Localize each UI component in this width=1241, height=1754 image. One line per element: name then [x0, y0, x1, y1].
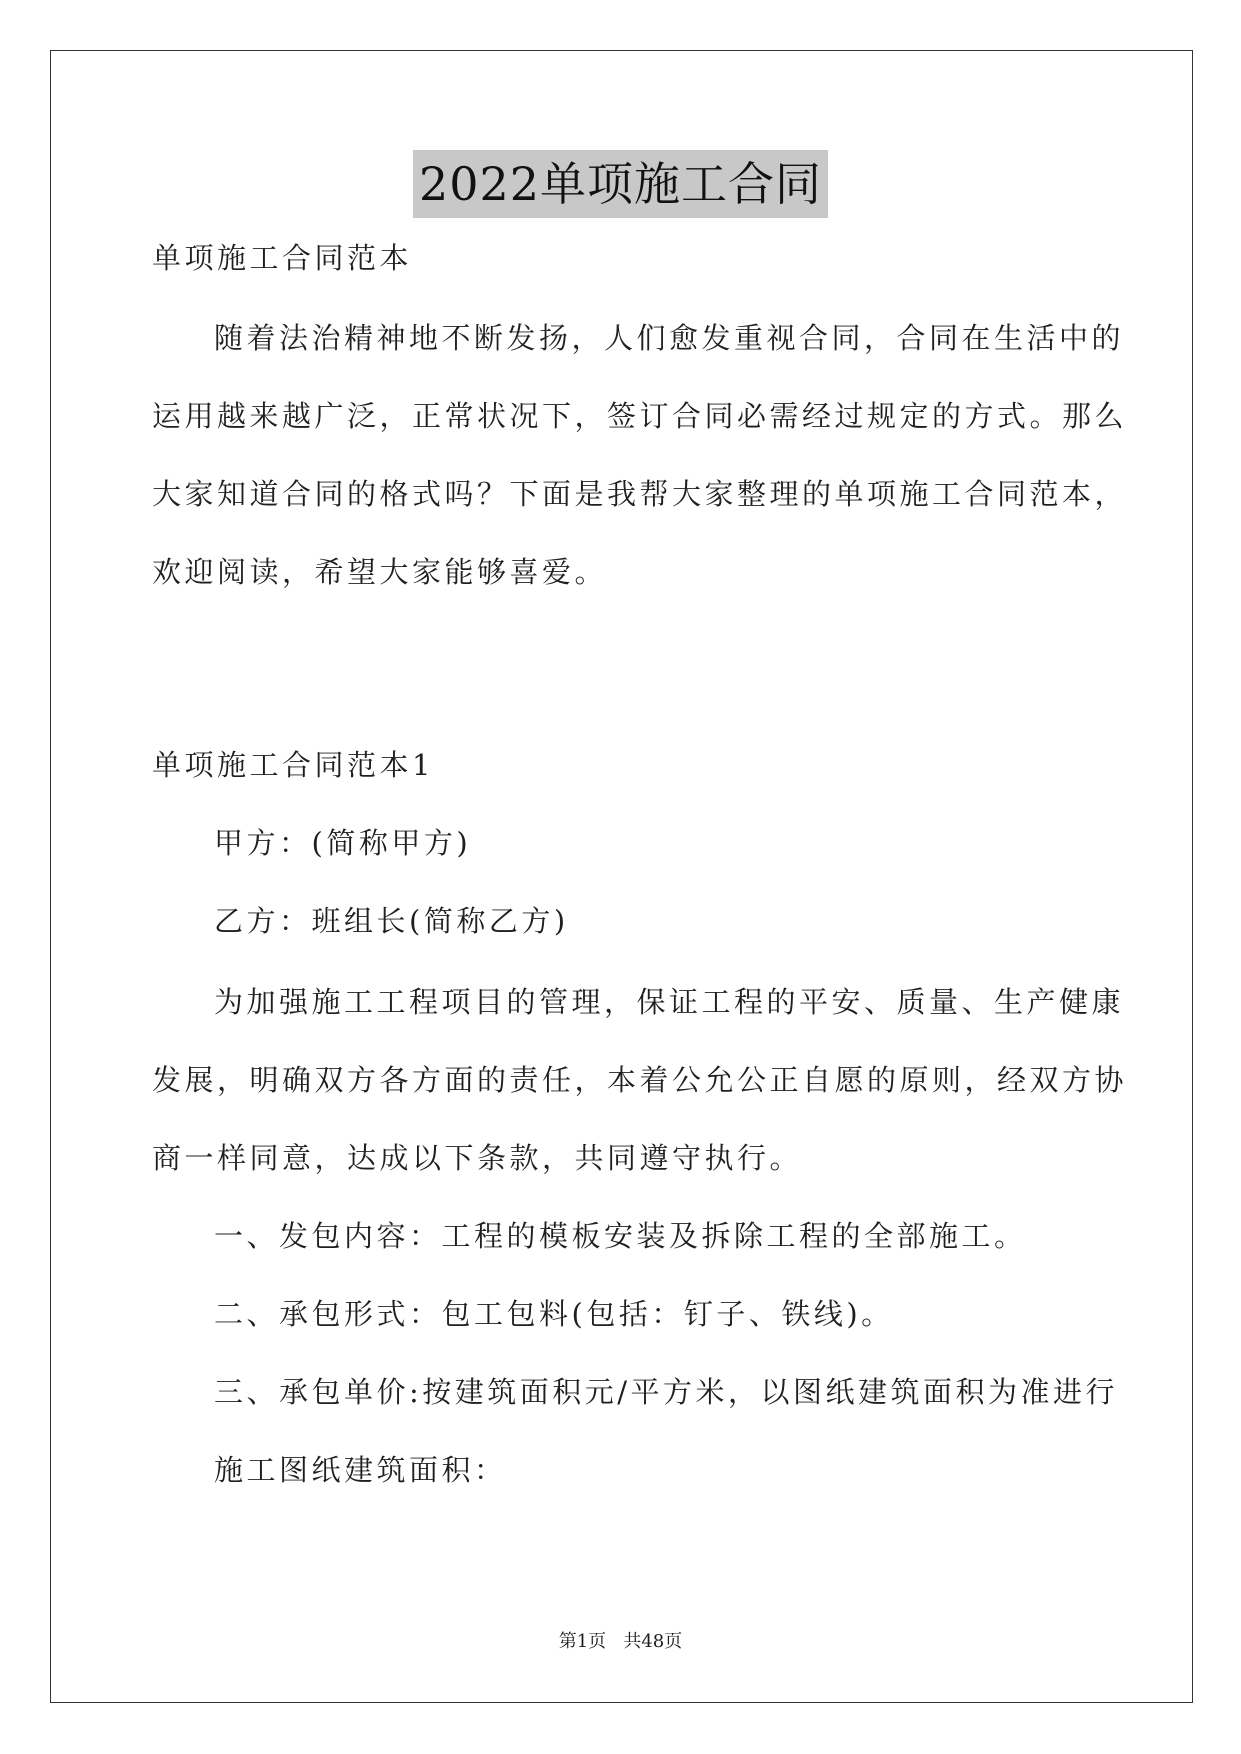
party-b-line: 乙方：班组长(简称乙方)	[214, 904, 569, 938]
clause-line: 一、发包内容：工程的模板安装及拆除工程的全部施工。	[214, 1219, 1027, 1253]
clause-line: 三、承包单价:按建筑面积元/平方米，以图纸建筑面积为准进行	[214, 1375, 1119, 1409]
paragraph-line: 商一样同意，达成以下条款，共同遵守执行。	[152, 1141, 803, 1175]
title-container	[0, 150, 1241, 218]
paragraph-line: 为加强施工工程项目的管理，保证工程的平安、质量、生产健康	[214, 985, 1125, 1019]
paragraph-line: 运用越来越广泛，正常状况下，签订合同必需经过规定的方式。那么	[152, 399, 1128, 433]
party-a-line: 甲方：(简称甲方)	[214, 826, 472, 860]
page-footer: 第1页 共48页	[558, 1631, 683, 1652]
section-heading: 单项施工合同范本1	[152, 748, 434, 782]
clause-line: 二、承包形式：包工包料(包括：钉子、铁线)。	[214, 1297, 894, 1331]
paragraph-line: 欢迎阅读，希望大家能够喜爱。	[152, 555, 608, 589]
document-title: 2022单项施工合同	[413, 150, 828, 218]
intro-heading: 单项施工合同范本	[152, 241, 413, 275]
paragraph-line: 大家知道合同的格式吗？下面是我帮大家整理的单项施工合同范本，	[152, 477, 1128, 511]
paragraph-line: 随着法治精神地不断发扬，人们愈发重视合同，合同在生活中的	[214, 321, 1125, 355]
clause-line: 施工图纸建筑面积：	[214, 1453, 507, 1487]
paragraph-line: 发展，明确双方各方面的责任，本着公允公正自愿的原则，经双方协	[152, 1063, 1128, 1097]
